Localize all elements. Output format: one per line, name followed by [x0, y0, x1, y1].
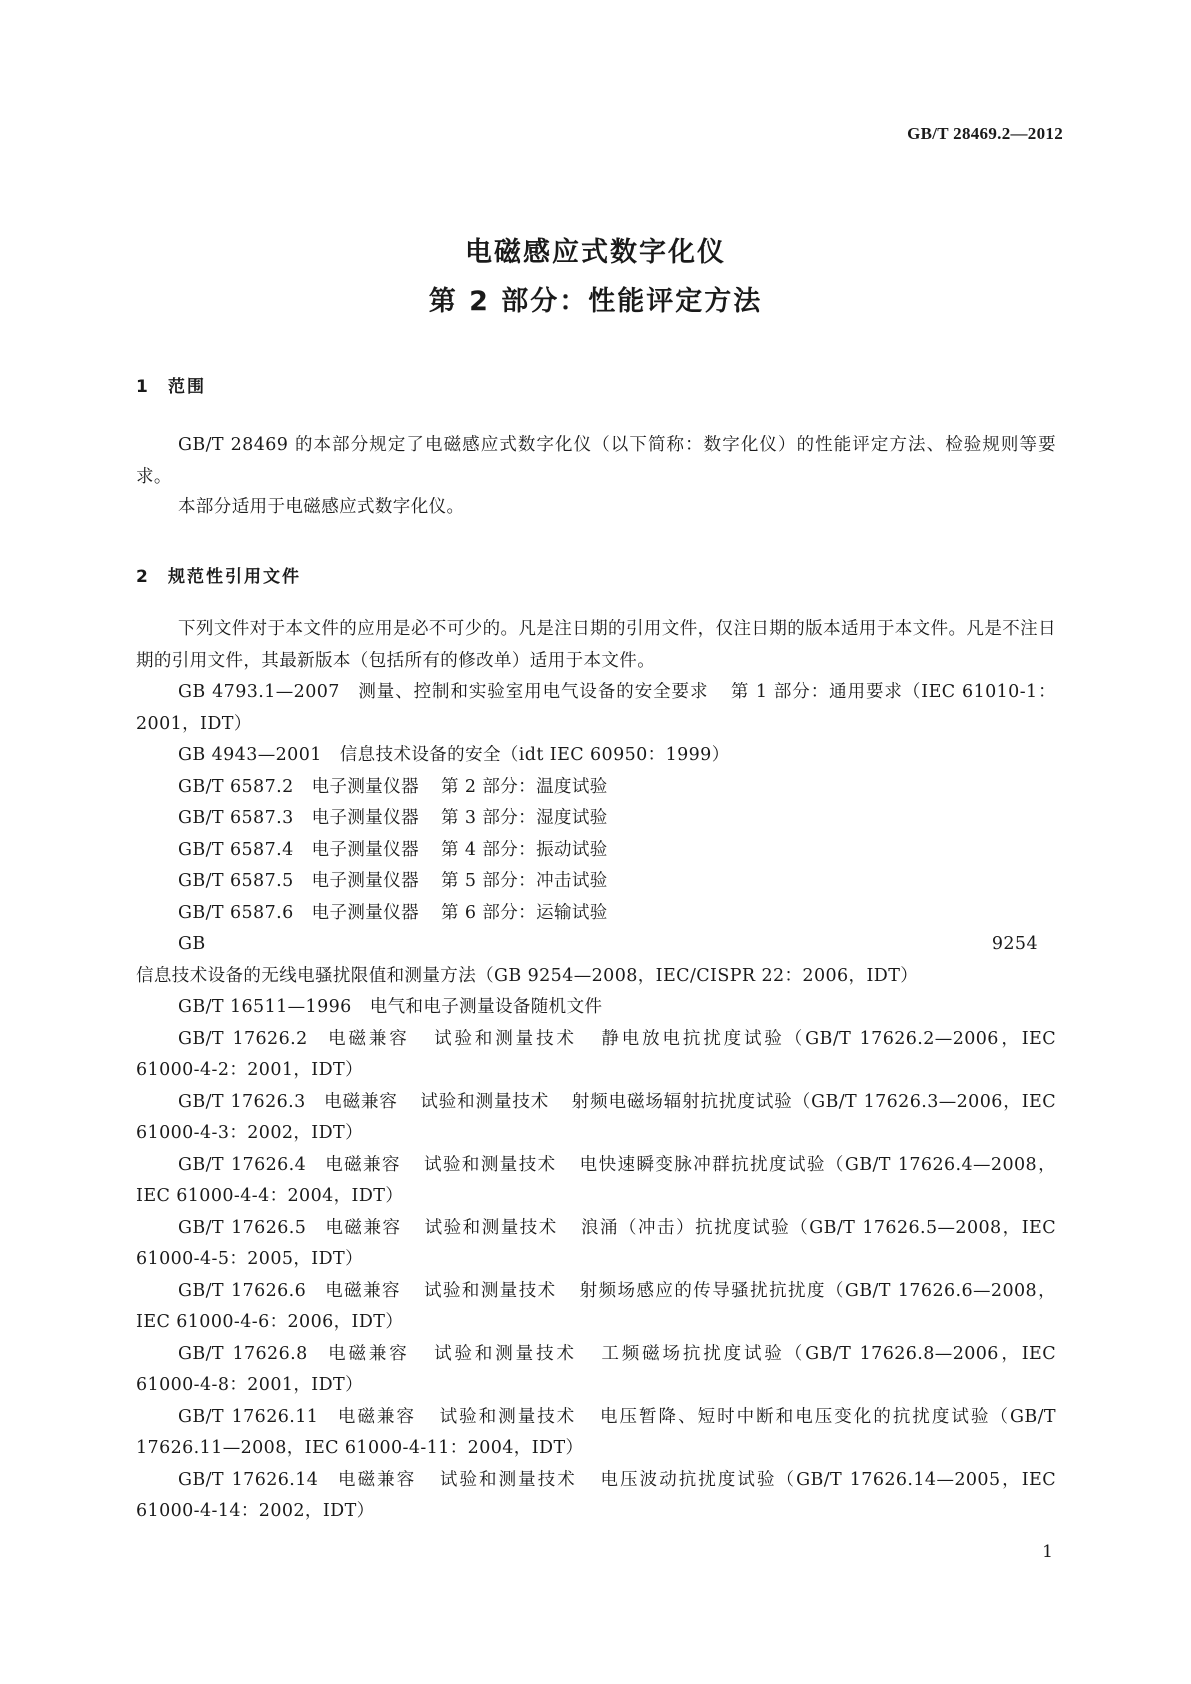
reference-title-part: 静电放电抗扰度试验（GB/T 17626.2—2006，IEC 61000-4-2：2001，IDT） [136, 1028, 1056, 1080]
reference-title-part: 试验和测量技术 [438, 1469, 577, 1490]
section-number: 1 [136, 377, 148, 397]
reference-title-part: 电磁兼容 [324, 1154, 401, 1175]
reference-title-part: 第 2 部分：温度试验 [441, 776, 608, 797]
reference-title-part: 电磁兼容 [324, 1217, 402, 1238]
section-title: 规范性引用文件 [168, 567, 301, 587]
reference-item [136, 772, 1056, 804]
reference-title-part: 电子测量仪器 [311, 776, 420, 797]
section-2-heading [136, 562, 301, 587]
reference-title-part: 电子测量仪器 [311, 902, 420, 923]
reference-title-part: 试验和测量技术 [431, 1343, 577, 1364]
reference-code: GB/T 17626.11 [178, 1406, 319, 1427]
reference-code: GB/T 17626.6 [178, 1280, 307, 1301]
reference-title-part: 信息技术设备的无线电骚扰限值和测量方法（GB 9254—2008，IEC/CISPR 22：2006，IDT） [136, 965, 919, 986]
reference-item [136, 1150, 1056, 1213]
document-title: 电磁感应式数字化仪 [465, 237, 726, 268]
reference-title-part: 电子测量仪器 [311, 871, 420, 891]
reference-code: GB/T 6587.4 [178, 839, 294, 860]
reference-item [136, 740, 1056, 772]
reference-title-part: 试验和测量技术 [423, 1154, 557, 1175]
reference-title-part: 第 6 部分：运输试验 [441, 902, 608, 923]
reference-code: GB/T 6587.2 [178, 776, 294, 797]
reference-code: GB/T 17626.14 [178, 1469, 319, 1490]
section-1-heading [136, 372, 206, 397]
reference-title-part: 试验和测量技术 [423, 1280, 557, 1301]
reference-title-part: 试验和测量技术 [431, 1028, 577, 1049]
section-number: 2 [136, 567, 148, 587]
reference-item [136, 866, 1056, 898]
reference-title-part: 电压暂降、短时中断和电压变化的抗扰度试验（GB/T 17626.11—2008，IEC 61000-4-11：2004，IDT） [136, 1406, 1056, 1458]
reference-code: GB/T 17626.5 [178, 1217, 307, 1238]
reference-code: GB 9254 [178, 934, 1038, 954]
reference-title-part: 第 5 部分：冲击试验 [441, 871, 608, 891]
document-subtitle: 第 2 部分：性能评定方法 [428, 286, 763, 317]
reference-title-part: 电子测量仪器 [311, 808, 420, 828]
reference-item [136, 1213, 1056, 1276]
reference-code: GB/T 6587.5 [178, 871, 294, 891]
reference-title-part: 第 1 部分：通用要求（IEC 61010-1：2001，IDT） [136, 682, 1056, 734]
reference-title-part: 电磁兼容 [325, 1028, 410, 1049]
reference-title-part: 电磁兼容 [323, 1091, 398, 1112]
reference-title-part: 测量、控制和实验室用电气设备的安全要求 [357, 682, 709, 702]
references-intro: 下列文件对于本文件的应用是必不可少的。凡是注日期的引用文件，仅注日期的版本适用于本文件。凡是不注日期的引用文件，其最新版本（包括所有的修改单）适用于本文件。 [136, 619, 1056, 671]
reference-title-part: 电磁兼容 [336, 1406, 417, 1427]
scope-paragraph: GB/T 28469 的本部分规定了电磁感应式数字化仪（以下简称：数字化仪）的性能评定方法、检验规则等要求。 [136, 435, 1056, 487]
reference-code: GB/T 17626.8 [178, 1343, 308, 1364]
reference-item [136, 1402, 1056, 1465]
reference-title-part: 电快速瞬变脉冲群抗扰度试验（GB/T 17626.4—2008，IEC 61000-4-4：2004，IDT） [136, 1154, 1056, 1206]
reference-title-part: 电气和电子测量设备随机文件 [369, 997, 603, 1017]
reference-item [136, 898, 1056, 930]
reference-title-part: 试验和测量技术 [438, 1406, 577, 1427]
reference-item [136, 803, 1056, 835]
reference-title-part: 试验和测量技术 [423, 1217, 558, 1238]
reference-item [136, 1339, 1056, 1402]
reference-item [136, 1087, 1056, 1150]
reference-title-part: 试验和测量技术 [419, 1091, 550, 1112]
reference-title-part: 信息技术设备的安全（idt IEC 60950：1999） [339, 745, 730, 765]
reference-title-part: 电子测量仪器 [311, 839, 420, 860]
reference-title-part: 电压波动抗扰度试验（GB/T 17626.14—2005，IEC 61000-4-14：2002，IDT） [136, 1469, 1056, 1521]
reference-item [136, 929, 1056, 992]
reference-title-part: 电磁兼容 [325, 1343, 410, 1364]
reference-title-part: 第 3 部分：湿度试验 [441, 808, 608, 828]
page-number: 1 [1042, 1542, 1053, 1562]
reference-item [136, 1276, 1056, 1339]
reference-title-part: 电磁兼容 [336, 1469, 417, 1490]
reference-code: GB 4943—2001 [178, 745, 322, 765]
scope-paragraph: 本部分适用于电磁感应式数字化仪。 [178, 497, 465, 517]
reference-title-part: 电磁兼容 [324, 1280, 401, 1301]
reference-code: GB/T 6587.6 [178, 902, 294, 923]
standard-code: GB/T 28469.2—2012 [907, 124, 1063, 143]
reference-item [136, 677, 1056, 740]
reference-code: GB 4793.1—2007 [178, 682, 340, 702]
reference-item [136, 992, 1056, 1024]
reference-code: GB/T 17626.4 [178, 1154, 307, 1175]
reference-title-part: 工频磁场抗扰度试验（GB/T 17626.8—2006，IEC 61000-4-8：2001，IDT） [136, 1343, 1056, 1395]
normative-references-list [136, 614, 1056, 1528]
reference-code: GB/T 17626.3 [178, 1091, 306, 1112]
reference-title-part: 射频电磁场辐射抗扰度试验（GB/T 17626.3—2006，IEC 61000-4-3：2002，IDT） [136, 1091, 1056, 1143]
reference-item [136, 835, 1056, 867]
reference-code: GB/T 6587.3 [178, 808, 294, 828]
reference-item [136, 1465, 1056, 1528]
section-title: 范围 [168, 377, 206, 397]
reference-code: GB/T 16511—1996 [178, 997, 352, 1017]
reference-item [136, 1024, 1056, 1087]
reference-title-part: 第 4 部分：振动试验 [441, 839, 608, 860]
reference-code: GB/T 17626.2 [178, 1028, 308, 1049]
reference-title-part: 浪涌（冲击）抗扰度试验（GB/T 17626.5—2008，IEC 61000-4-5：2005，IDT） [136, 1217, 1056, 1269]
reference-title-part: 射频场感应的传导骚扰抗扰度（GB/T 17626.6—2008，IEC 61000-4-6：2006，IDT） [136, 1280, 1056, 1332]
